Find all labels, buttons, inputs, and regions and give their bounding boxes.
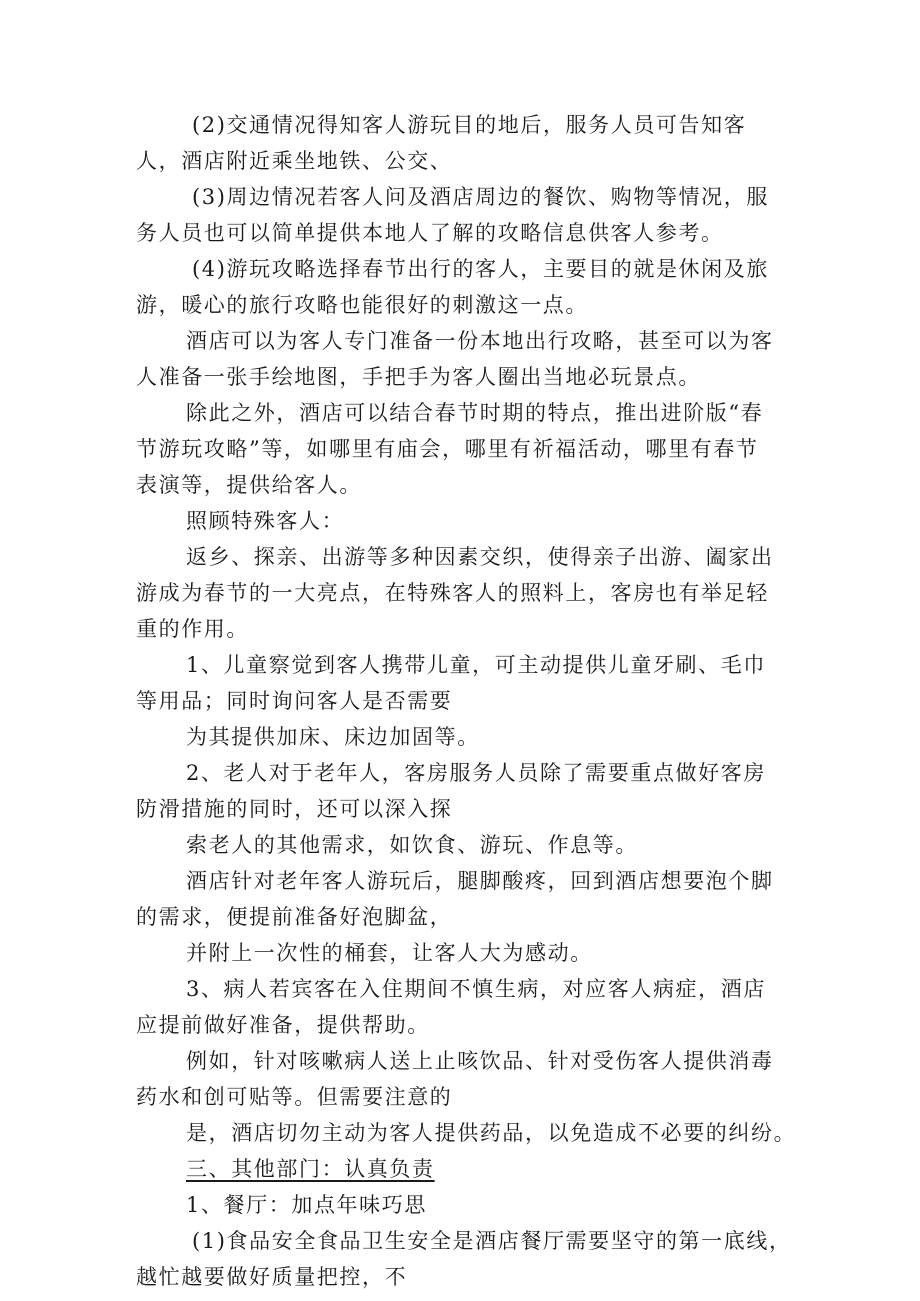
paragraph-line: (1)食品安全食品卫生安全是酒店餐厅需要坚守的第一底线， [192, 1229, 792, 1253]
paragraph-line: 索老人的其他需求，如饮食、游玩、作息等。 [186, 833, 638, 857]
paragraph-line: 越忙越要做好质量把控，不 [136, 1265, 408, 1289]
paragraph-line: 游成为春节的一大亮点，在特殊客人的照料上，客房也有举足轻 [136, 581, 769, 605]
paragraph-line: 例如，针对咳嗽病人送上止咳饮品、针对受伤客人提供消毒 [186, 1049, 774, 1073]
paragraph-line: 节游玩攻略”等，如哪里有庙会，哪里有祈福活动，哪里有春节 [136, 437, 759, 461]
paragraph-line: 2、老人对于老年人，客房服务人员除了需要重点做好客房 [186, 761, 766, 785]
paragraph-line: 重的作用。 [136, 617, 249, 641]
paragraph-line: 药水和创可贴等。但需要注意的 [136, 1085, 453, 1109]
paragraph-line: 务人员也可以简单提供本地人了解的攻略信息供客人参考。 [136, 221, 724, 245]
paragraph-line: 人准备一张手绘地图，手把手为客人圈出当地必玩景点。 [136, 365, 701, 389]
section-heading: 三、其他部门：认真负责 [186, 1157, 435, 1181]
paragraph-line: 除此之外，酒店可以结合春节时期的特点，推出进阶版“春 [186, 401, 764, 425]
paragraph-line: 人，酒店附近乘坐地铁、公交、 [136, 149, 453, 173]
paragraph-line: 等用品；同时询问客人是否需要 [136, 689, 453, 713]
paragraph-line: 返乡、探亲、出游等多种因素交织，使得亲子出游、阖家出 [186, 545, 774, 569]
paragraph-line: 酒店针对老年客人游玩后，腿脚酸疼，回到酒店想要泡个脚 [186, 869, 774, 893]
paragraph-line: 照顾特殊客人： [186, 509, 345, 533]
paragraph-line: 防滑措施的同时，还可以深入探 [136, 797, 453, 821]
paragraph-line: (4)游玩攻略选择春节出行的客人，主要目的就是休闲及旅 [192, 257, 769, 281]
paragraph-line: 1、儿童察觉到客人携带儿童，可主动提供儿童牙刷、毛巾 [186, 653, 766, 677]
paragraph-line: 应提前做好准备，提供帮助。 [136, 1013, 430, 1037]
subsection-heading: 1、餐厅：加点年味巧思 [186, 1193, 427, 1217]
paragraph-line: 酒店可以为客人专门准备一份本地出行攻略，甚至可以为客 [186, 329, 774, 353]
paragraph-line: 的需求，便提前准备好泡脚盆， [136, 905, 453, 929]
paragraph-line: (3)周边情况若客人问及酒店周边的餐饮、购物等情况，服 [192, 185, 769, 209]
paragraph-line: 3、病人若宾客在入住期间不慎生病，对应客人病症，酒店 [186, 977, 766, 1001]
paragraph-line: 并附上一次性的桶套，让客人大为感动。 [186, 941, 593, 965]
paragraph-line: 是，酒店切勿主动为客人提供药品，以免造成不必要的纠纷。 [186, 1121, 797, 1145]
paragraph-line: 游，暖心的旅行攻略也能很好的刺激这一点。 [136, 293, 588, 317]
paragraph-line: (2)交通情况得知客人游玩目的地后，服务人员可告知客 [192, 113, 747, 137]
paragraph-line: 为其提供加床、床边加固等。 [186, 725, 480, 749]
paragraph-line: 表演等，提供给客人。 [136, 473, 362, 497]
